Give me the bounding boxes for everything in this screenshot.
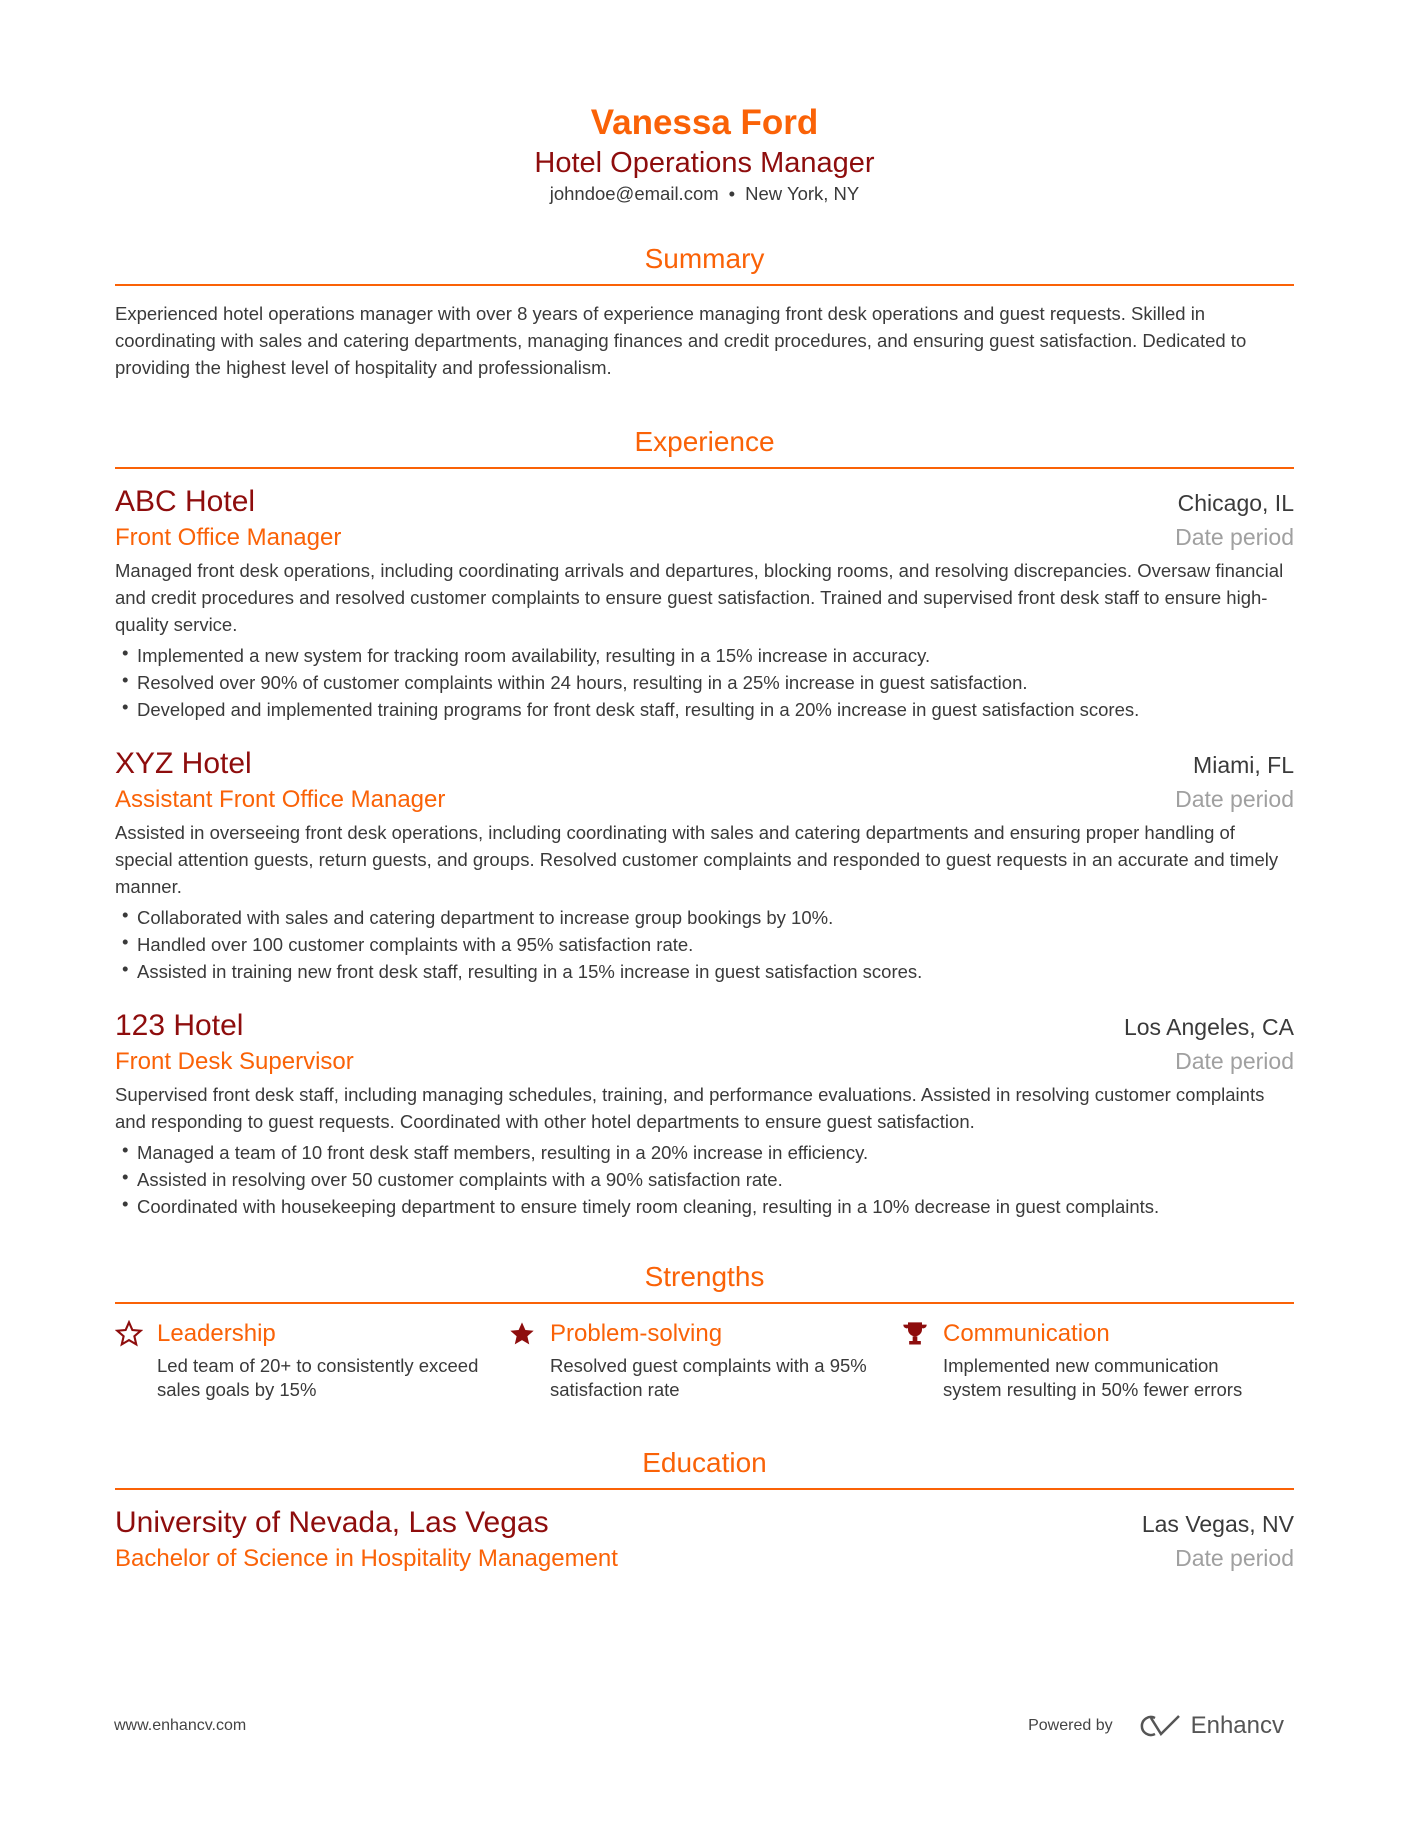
job-bullets [115,904,1294,985]
strength-item [115,1318,508,1402]
job-date: Date period [1175,786,1294,812]
summary-section [115,242,1294,381]
separator-dot: • [728,183,736,204]
job-entry [115,745,1294,985]
footer [114,1712,1284,1740]
job-entry [115,1007,1294,1220]
job-description: Managed front desk operations, including coordinating arrivals and departures, blocking rooms, and resolving discrepancies. Oversaw financial and credit procedures and resolved customer complaints to ensure guest satisfaction. Trained and supervised front desk staff to ensure high-quality service. [115,560,1284,635]
job-description: Assisted in overseeing front desk operations, including coordinating with sales and catering departments and ensuring proper handling of special attention guests, return guests, and groups. Resolved customer complaints and responded to guest requests in an accurate and timely manner. [115,822,1279,897]
strengths-section [115,1260,1294,1402]
candidate-title: Hotel Operations Manager [534,147,875,179]
strength-title: Communication [943,1320,1110,1347]
star-outline-icon [115,1318,157,1402]
degree: Bachelor of Science in Hospitality Management [115,1545,618,1572]
experience-section [115,425,1294,1220]
job-role: Assistant Front Office Manager [115,786,446,813]
education-date: Date period [1175,1545,1294,1571]
job-location: Miami, FL [1193,752,1294,778]
section-divider [115,1488,1294,1490]
job-entry [115,483,1294,723]
job-description: Supervised front desk staff, including managing schedules, training, and performance evaluations. Assisted in resolving customer complaints and responding to guest requests. Coordinated with other hotel departments to ensure guest satisfaction. [115,1084,1265,1132]
candidate-name: Vanessa Ford [590,103,819,142]
strength-text: Led team of 20+ to consistently exceed sales goals by 15% [157,1355,479,1400]
section-divider [115,467,1294,469]
school-name: University of Nevada, Las Vegas [115,1506,549,1539]
bullet-item: • Assisted in resolving over 50 customer complaints with a 90% satisfaction rate. [115,1166,1294,1193]
strength-text: Resolved guest complaints with a 95% satisfaction rate [550,1355,867,1400]
bullet-item: • Developed and implemented training programs for front desk staff, resulting in a 20% increase in guest satisfaction scores. [115,696,1294,723]
trophy-icon [901,1318,943,1402]
bullet-item: • Managed a team of 10 front desk staff members, resulting in a 20% increase in efficiency. [115,1139,1294,1166]
strength-item [901,1318,1294,1402]
job-bullets [115,1139,1294,1220]
enhancv-logo-icon [1137,1713,1183,1739]
section-heading: Summary [644,243,765,274]
section-heading: Experience [634,426,775,457]
contact-line [115,182,1294,206]
company-name: XYZ Hotel [115,747,252,780]
job-date: Date period [1175,1048,1294,1074]
strength-text: Implemented new communication system resulting in 50% fewer errors [943,1355,1243,1400]
bullet-item: • Coordinated with housekeeping department to ensure timely room cleaning, resulting in a 10% decrease in guest complaints. [115,1193,1294,1220]
bullet-item: • Resolved over 90% of customer complaints within 24 hours, resulting in a 25% increase in guest satisfaction. [115,669,1294,696]
email[interactable]: johndoe@email.com [549,183,719,204]
section-divider [115,284,1294,286]
job-role: Front Desk Supervisor [115,1048,354,1075]
section-heading: Education [642,1447,767,1478]
section-heading: Strengths [644,1261,765,1292]
job-bullets [115,642,1294,723]
bullet-item: • Assisted in training new front desk staff, resulting in a 15% increase in guest satisfaction scores. [115,958,1294,985]
education-section [115,1446,1294,1576]
website-link[interactable]: www.enhancv.com [114,1717,247,1734]
location: New York, NY [745,183,860,204]
job-location: Los Angeles, CA [1123,1014,1294,1040]
brand-name: Enhancv [1190,1712,1284,1739]
company-name: ABC Hotel [115,485,256,518]
enhancv-logo[interactable] [1137,1712,1284,1740]
job-role: Front Office Manager [115,524,342,551]
strength-item [508,1318,901,1402]
company-name: 123 Hotel [115,1009,244,1042]
resume-header [115,0,1294,206]
resume-page [115,0,1294,1576]
bullet-item: • Collaborated with sales and catering department to increase group bookings by 10%. [115,904,1294,931]
summary-text: Experienced hotel operations manager with over 8 years of experience managing front desk operations and guest requests. Skilled in coordinating with sales and catering departments, managing finances and credit procedures, and ensuring guest satisfaction. Dedicated to providing the highest level of hospitality and professionalism. [115,303,1247,378]
section-divider [115,1302,1294,1304]
star-filled-icon [508,1318,550,1402]
strength-title: Leadership [157,1320,276,1347]
powered-by-label: Powered by [1028,1717,1113,1734]
bullet-item: • Implemented a new system for tracking room availability, resulting in a 15% increase in accuracy. [115,642,1294,669]
bullet-item: • Handled over 100 customer complaints with a 95% satisfaction rate. [115,931,1294,958]
job-date: Date period [1175,524,1294,550]
strength-title: Problem-solving [550,1320,723,1347]
job-location: Chicago, IL [1177,490,1294,516]
school-location: Las Vegas, NV [1141,1511,1294,1537]
